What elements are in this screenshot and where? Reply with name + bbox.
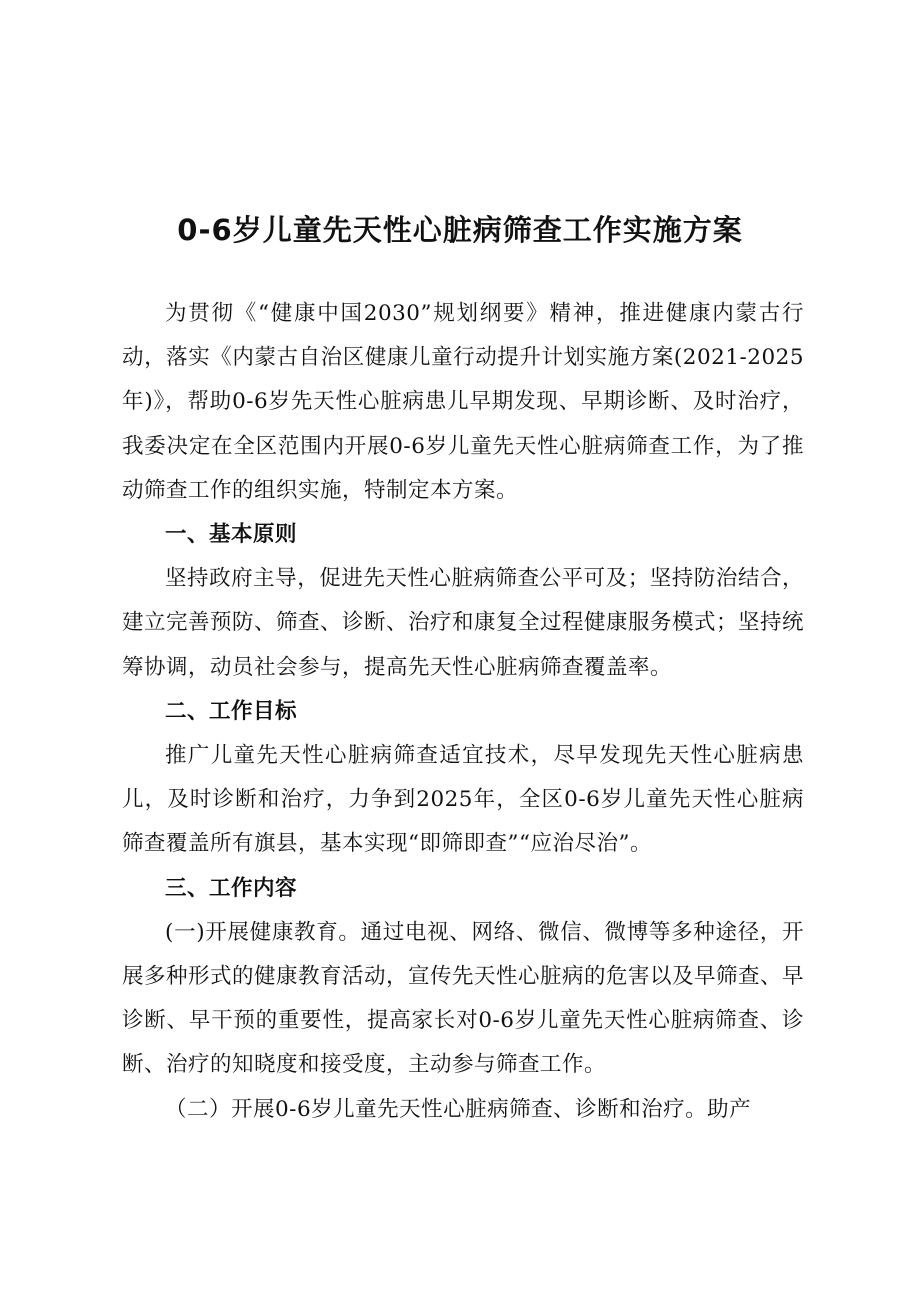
- section-heading-principles: 一、基本原则: [165, 522, 298, 548]
- content-item-health-education: (一)开展健康教育。通过电视、网络、微信、微博等多种途径，开展多种形式的健康教育活动，宣传先天性心脏病的危害以及早筛查、早诊断、早干预的重要性，提高家长对0-6岁儿童先天性心脏病筛查、诊断、治疗的知晓度和接受度，主动参与筛查工作。: [122, 919, 805, 1078]
- principles-paragraph: 坚持政府主导，促进先天性心脏病筛查公平可及；坚持防治结合，建立完善预防、筛查、诊断、治疗和康复全过程健康服务模式；坚持统筹协调，动员社会参与，提高先天性心脏病筛查覆盖率。: [122, 566, 805, 680]
- document-body: [122, 292, 804, 1132]
- document-title: 0-6岁儿童先天性心脏病筛查工作实施方案: [177, 213, 743, 247]
- intro-paragraph: 为贯彻《“健康中国2030”规划纲要》精神，推进健康内蒙古行动，落实《内蒙古自治区健康儿童行动提升计划实施方案(2021-2025年)》，帮助0-6岁先天性心脏病患儿早期发现、早期诊断、及时治疗，我委决定在全区范围内开展0-6岁儿童先天性心脏病筛查工作，为了推动筛查工作的组织实施，特制定本方案。: [122, 301, 804, 503]
- section-heading-goals: 二、工作目标: [165, 698, 298, 724]
- content-item-screening: （二）开展0-6岁儿童先天性心脏病筛查、诊断和治疗。助产: [165, 1096, 752, 1122]
- section-heading-content: 三、工作内容: [165, 875, 298, 901]
- goals-paragraph: 推广儿童先天性心脏病筛查适宜技术，尽早发现先天性心脏病患儿，及时诊断和治疗，力争到2025年，全区0-6岁儿童先天性心脏病筛查覆盖所有旗县，基本实现“即筛即查”“应治尽治”。: [122, 743, 804, 857]
